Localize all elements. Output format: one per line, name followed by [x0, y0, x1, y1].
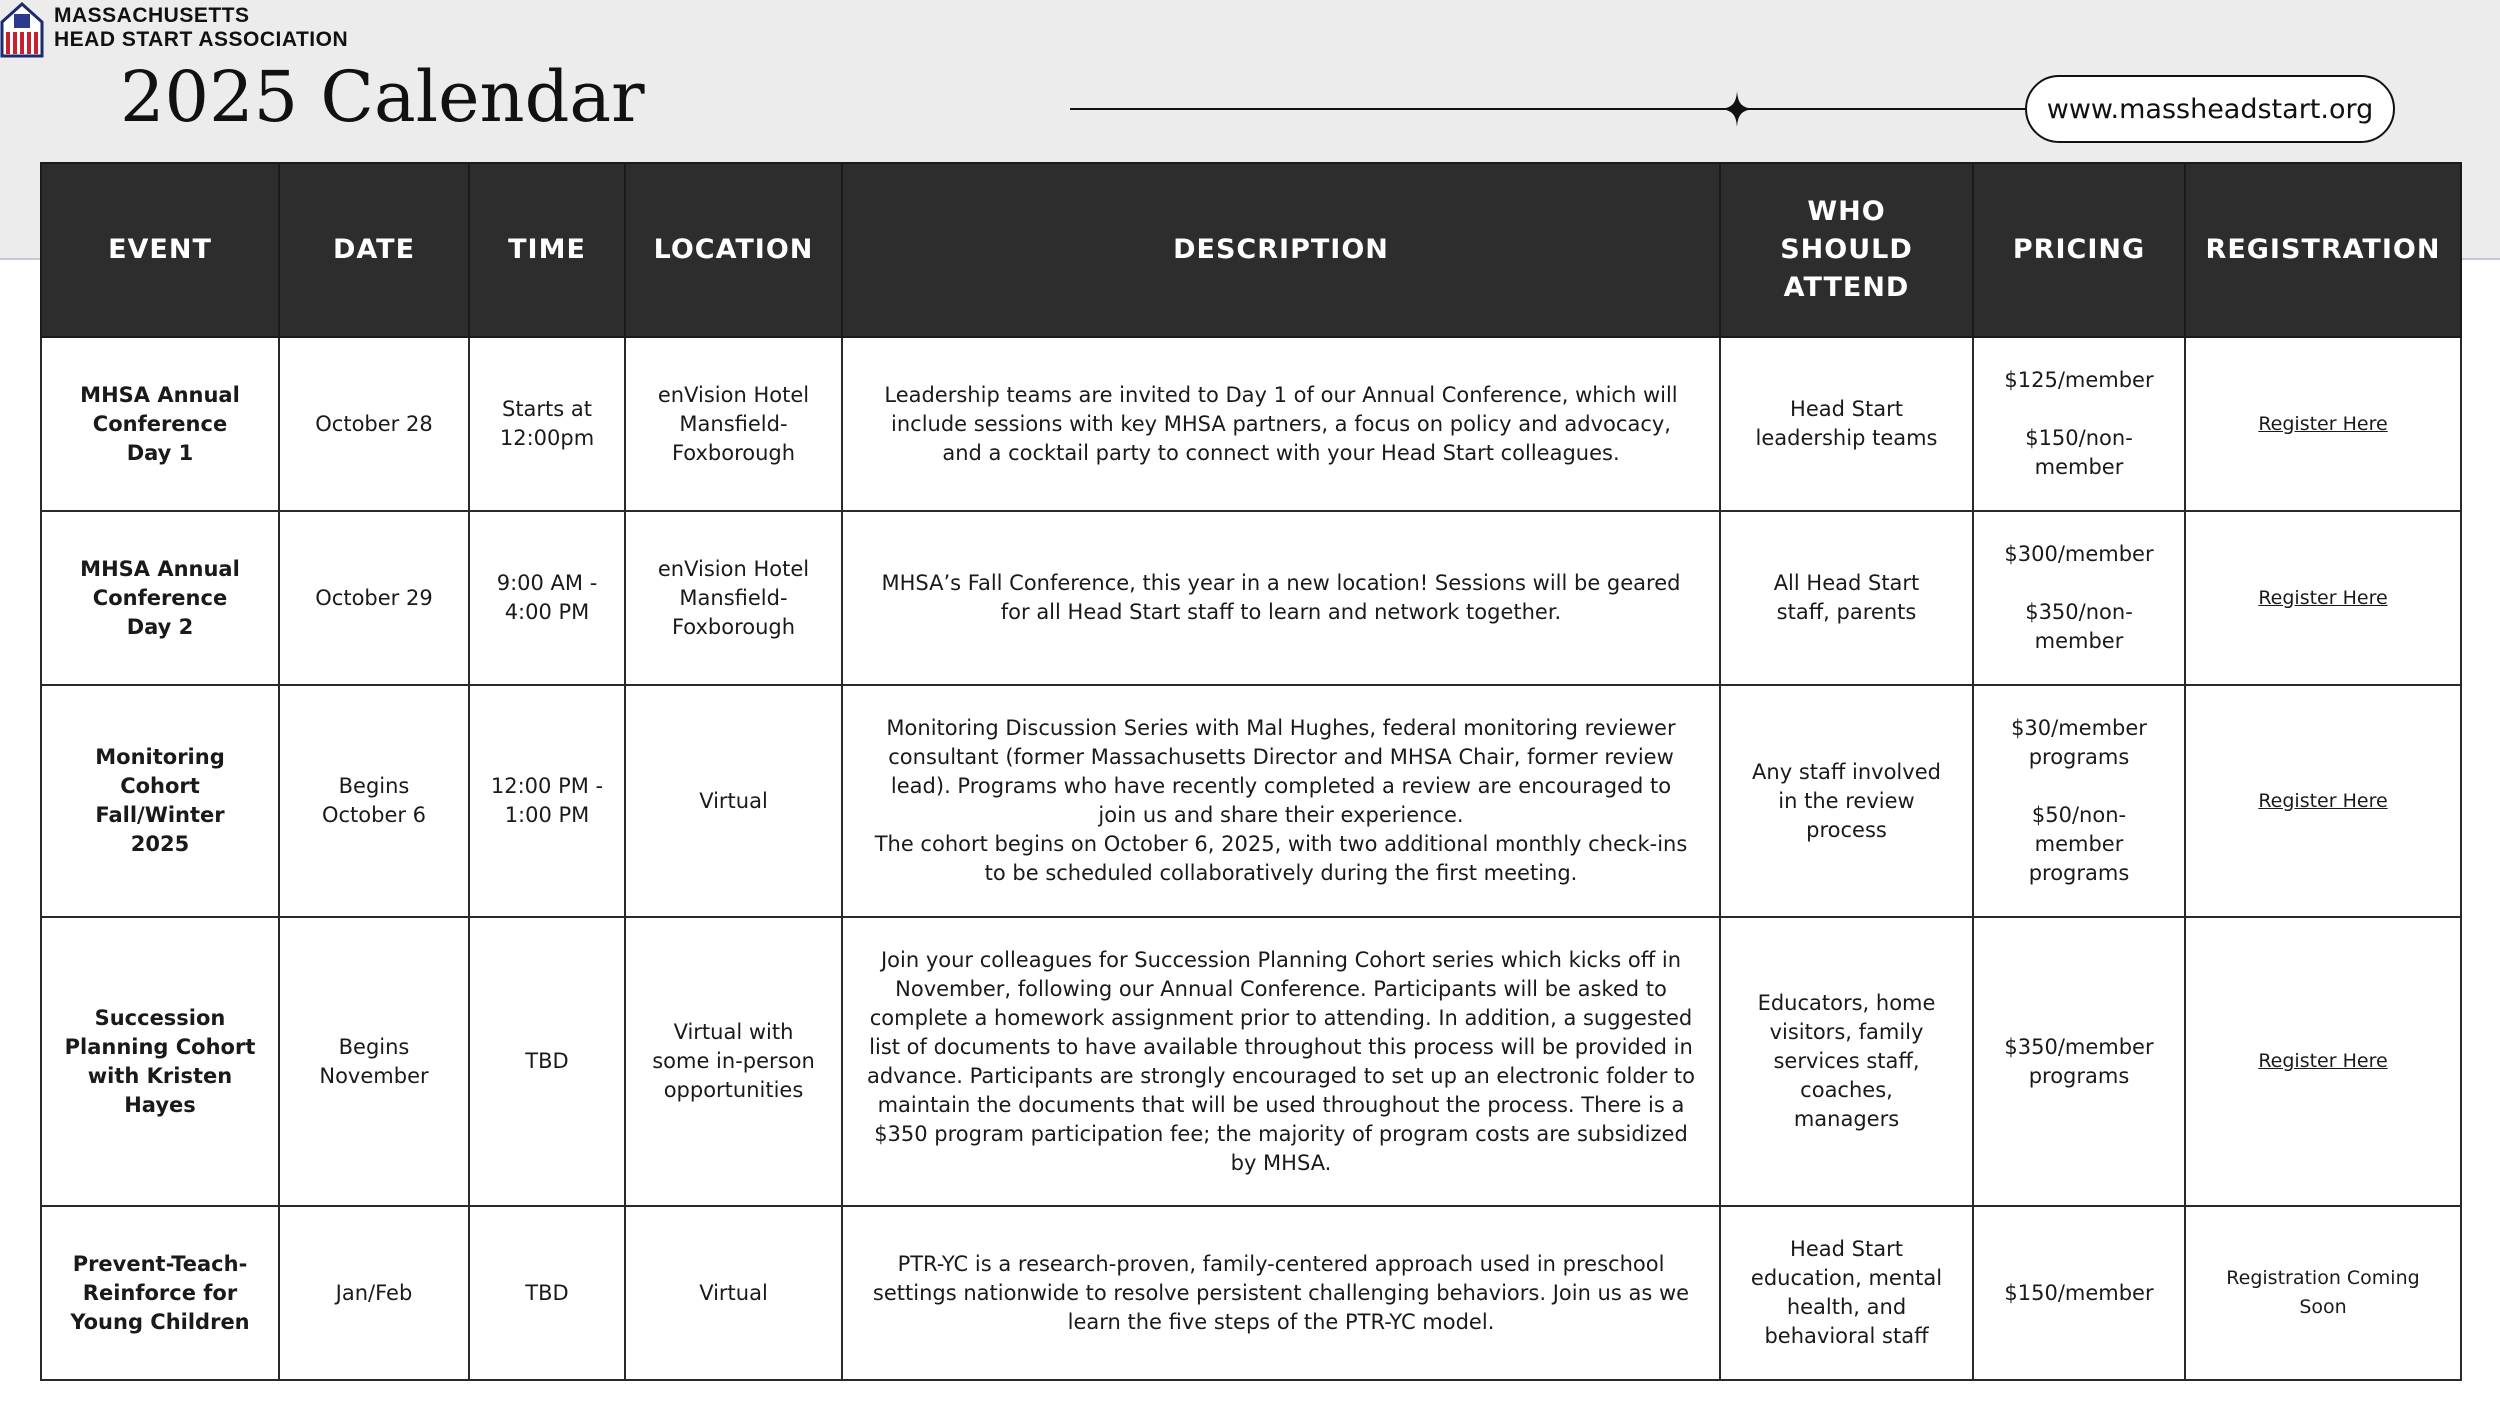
table-row: [41, 1206, 2461, 1380]
org-name-line1: MASSACHUSETTS: [54, 4, 250, 27]
registration-cell: [2185, 685, 2461, 917]
description-paragraph-2: The cohort begins on October 6, 2025, with two additional monthly check-ins to be scheduled collaboratively during the first meeting.: [874, 832, 1688, 885]
price-member: $150/member: [2004, 1280, 2154, 1305]
location-cell: Virtual with some in-person opportunities: [625, 917, 842, 1206]
house-flag-logo-icon: [0, 0, 44, 58]
registration-cell: [2185, 1206, 2461, 1380]
sparkle-icon: [1717, 89, 1757, 129]
time-cell: TBD: [469, 917, 625, 1206]
location-cell: Virtual: [625, 685, 842, 917]
column-header-pricing: PRICING: [1973, 163, 2185, 337]
price-member: $300/member: [2004, 542, 2154, 566]
description-cell: [842, 685, 1720, 917]
website-link[interactable]: www.massheadstart.org: [2025, 75, 2395, 143]
column-header-time: TIME: [469, 163, 625, 337]
pricing-cell: [1973, 917, 2185, 1206]
price-spacer: [2004, 395, 2154, 424]
time-cell: 9:00 AM - 4:00 PM: [469, 511, 625, 685]
registration-cell: [2185, 511, 2461, 685]
page-title: 2025 Calendar: [120, 56, 645, 138]
price-non-member: $150/non-member: [2025, 426, 2133, 479]
event-cell: MHSA Annual Conference Day 1: [41, 337, 279, 511]
location-cell: Virtual: [625, 1206, 842, 1380]
location-cell: enVision Hotel Mansfield-Foxborough: [625, 337, 842, 511]
attend-cell: Head Start leadership teams: [1720, 337, 1973, 511]
location-cell: enVision Hotel Mansfield-Foxborough: [625, 511, 842, 685]
calendar-table: [40, 162, 2462, 1381]
pricing-cell: [1973, 337, 2185, 511]
event-cell: Succession Planning Cohort with Kristen Hayes: [41, 917, 279, 1206]
description-cell: Leadership teams are invited to Day 1 of our Annual Conference, which will include sessions with key MHSA partners, a focus on policy and advocacy, and a cocktail party to connect with your Head Start colleagues.: [842, 337, 1720, 511]
date-cell: October 28: [279, 337, 469, 511]
attend-cell: Any staff involved in the review process: [1720, 685, 1973, 917]
price-member: $125/member: [2004, 368, 2154, 392]
pricing-cell: [1973, 511, 2185, 685]
description-cell: MHSA’s Fall Conference, this year in a new location! Sessions will be geared for all Head Start staff to learn and network together.: [842, 511, 1720, 685]
price-member: $350/member programs: [2004, 1034, 2154, 1088]
org-name-line2: HEAD START ASSOCIATION: [54, 28, 349, 51]
price-non-member: $350/non-member: [2025, 600, 2133, 653]
column-header-date: DATE: [279, 163, 469, 337]
description-cell: PTR-YC is a research-proven, family-centered approach used in preschool settings nationwide to resolve persistent challenging behaviors. Join us as we learn the five steps of the PTR-YC model.: [842, 1206, 1720, 1380]
date-cell: Jan/Feb: [279, 1206, 469, 1380]
description-cell: Join your colleagues for Succession Planning Cohort series which kicks off in November, following our Annual Conference. Participants will be asked to complete a homework assignment prior to attending. In addition, a suggested list of documents to have available throughout this process will be provided in advance. Participants are strongly encouraged to set up an electronic folder to maintain the documents that will be used throughout the process. There is a $350 program participation fee; the majority of program costs are subsidized by MHSA.: [842, 917, 1720, 1206]
price-member: $30/member programs: [2011, 716, 2147, 769]
price-non-member: $50/non-member programs: [2028, 803, 2130, 885]
column-header-location: LOCATION: [625, 163, 842, 337]
registration-cell: [2185, 337, 2461, 511]
event-cell: MHSA Annual Conference Day 2: [41, 511, 279, 685]
time-cell: Starts at 12:00pm: [469, 337, 625, 511]
register-link[interactable]: Register Here: [2258, 789, 2388, 812]
table-row: [41, 917, 2461, 1206]
register-link[interactable]: Register Here: [2258, 1050, 2388, 1072]
registration-cell: [2185, 917, 2461, 1206]
date-cell: Begins November: [279, 917, 469, 1206]
table-row: [41, 511, 2461, 685]
column-header-who-should-attend: WHO SHOULD ATTEND: [1720, 163, 1973, 337]
attend-cell: All Head Start staff, parents: [1720, 511, 1973, 685]
pricing-cell: [1973, 685, 2185, 917]
date-cell: Begins October 6: [279, 685, 469, 917]
event-cell: Monitoring Cohort Fall/Winter 2025: [41, 685, 279, 917]
column-header-event: EVENT: [41, 163, 279, 337]
attend-cell: Head Start education, mental health, and behavioral staff: [1720, 1206, 1973, 1380]
divider-line: [1070, 108, 2030, 110]
description-paragraph-1: Monitoring Discussion Series with Mal Hughes, federal monitoring reviewer consultant (former Massachusetts Director and MHSA Chair, former review lead). Programs who have recently completed a review are encouraged to join us and share their experience.: [886, 716, 1676, 827]
column-header-description: DESCRIPTION: [842, 163, 1720, 337]
column-header-registration: REGISTRATION: [2185, 163, 2461, 337]
time-cell: 12:00 PM - 1:00 PM: [469, 685, 625, 917]
price-spacer: [2004, 569, 2154, 598]
registration-status: Registration Coming Soon: [2226, 1267, 2420, 1318]
table-header-row: [41, 163, 2461, 337]
register-link[interactable]: Register Here: [2258, 412, 2388, 435]
register-link[interactable]: Register Here: [2258, 586, 2388, 609]
table-row: [41, 337, 2461, 511]
date-cell: October 29: [279, 511, 469, 685]
price-spacer: [2008, 772, 2150, 801]
time-cell: TBD: [469, 1206, 625, 1380]
table-row: [41, 685, 2461, 917]
event-cell: Prevent-Teach-Reinforce for Young Children: [41, 1206, 279, 1380]
organization-name: [54, 4, 348, 52]
pricing-cell: [1973, 1206, 2185, 1380]
attend-cell: Educators, home visitors, family services staff, coaches, managers: [1720, 917, 1973, 1206]
